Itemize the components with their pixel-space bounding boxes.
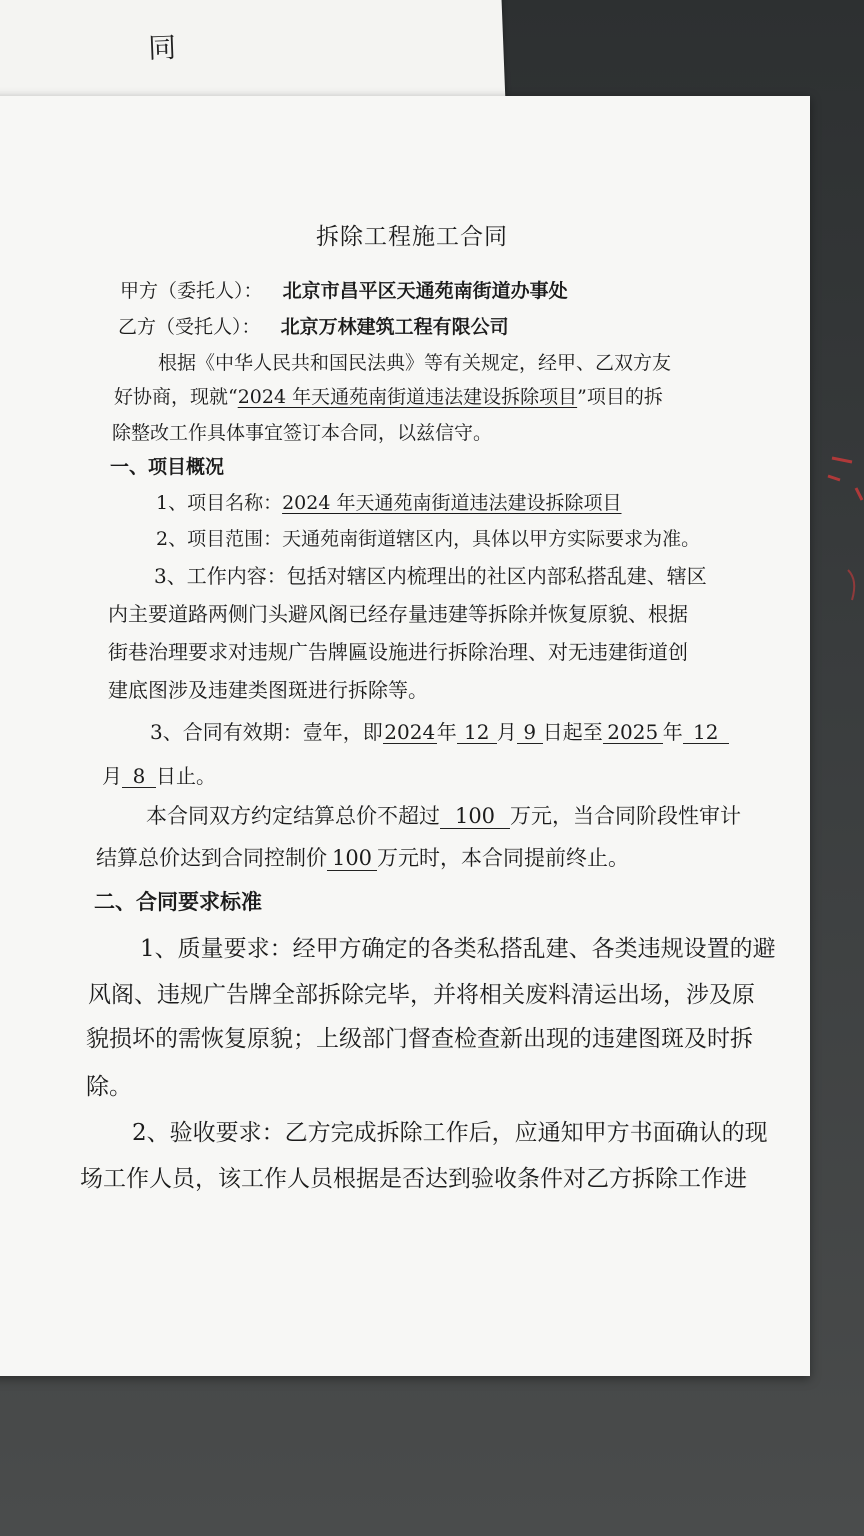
document-title: 拆除工程施工合同 [316,224,508,250]
validity-line-2: 月 8 日止。 [102,764,216,788]
price-amount-1: 100 [440,805,510,829]
item1: 1、项目名称：2024 年天通苑南街道违法建设拆除项目 [156,492,622,514]
end-month: 12 [683,721,729,744]
item3-line-3: 街巷治理要求对违规广告牌匾设施进行拆除治理、对无违建街道创 [108,640,688,664]
end-day: 8 [122,765,156,788]
quality-line-1: 1、质量要求：经甲方确定的各类私搭乱建、各类违规设置的避 [140,936,776,962]
item3-line-2: 内主要道路两侧门头避风阁已经存量违建等拆除并恢复原貌、根据 [108,602,688,626]
start-month: 12 [457,721,497,744]
party-b-name: 北京万林建筑工程有限公司 [280,316,509,338]
party-a-label: 甲方（委托人）： [120,280,263,302]
acceptance-line-1: 2、验收要求：乙方完成拆除工作后，应通知甲方书面确认的现 [132,1120,768,1146]
section1-heading: 一、项目概况 [110,456,225,478]
party-b-label: 乙方（受托人）： [118,316,261,338]
section2-heading: 二、合同要求标准 [94,889,262,914]
quality-line-4: 除。 [86,1074,132,1100]
intro-line-3: 除整改工作具体事宜签订本合同，以兹信守。 [112,422,493,444]
price-line-1: 本合同双方约定结算总价不超过 100 万元，当合同阶段性审计 [146,804,741,828]
contract-page [0,96,810,1376]
price-amount-2: 100 [327,847,377,871]
start-day: 9 [517,721,543,744]
quality-line-3: 貌损坏的需恢复原貌；上级部门督查检查新出现的违建图斑及时拆 [86,1026,753,1052]
end-year: 2025 [603,721,663,744]
acceptance-line-2: 场工作人员，该工作人员根据是否达到验收条件对乙方拆除工作进 [80,1166,747,1192]
quality-line-2: 风阁、违规广告牌全部拆除完毕，并将相关废料清运出场，涉及原 [88,982,755,1008]
item2: 2、项目范围：天通苑南街道辖区内，具体以甲方实际要求为准。 [156,528,701,550]
intro-line-2: 好协商，现就“2024 年天通苑南街道违法建设拆除项目”项目的拆 [114,386,663,408]
red-seal-edge [818,440,864,620]
party-b [118,312,509,339]
party-a [120,276,568,303]
item1-value: 2024 年天通苑南街道违法建设拆除项目 [282,492,622,514]
party-a-name: 北京市昌平区天通苑南街道办事处 [282,280,568,302]
intro-line-1: 根据《中华人民共和国民法典》等有关规定，经甲、乙双方友 [158,352,672,374]
back-sheet-text: 同 [147,30,177,65]
item3-line-1: 3、工作内容：包括对辖区内梳理出的社区内部私搭乱建、辖区 [154,564,707,588]
project-name-underlined: 2024 年天通苑南街道违法建设拆除项目 [237,386,578,408]
validity-line: 3、合同有效期：壹年，即2024年 12 月 9 日起至 2025 年 12 [150,716,729,745]
start-year: 2024 [384,720,436,744]
price-line-2: 结算总价达到合同控制价 100 万元时，本合同提前终止。 [96,846,629,870]
item3-line-4: 建底图涉及违建类图斑进行拆除等。 [108,678,428,702]
